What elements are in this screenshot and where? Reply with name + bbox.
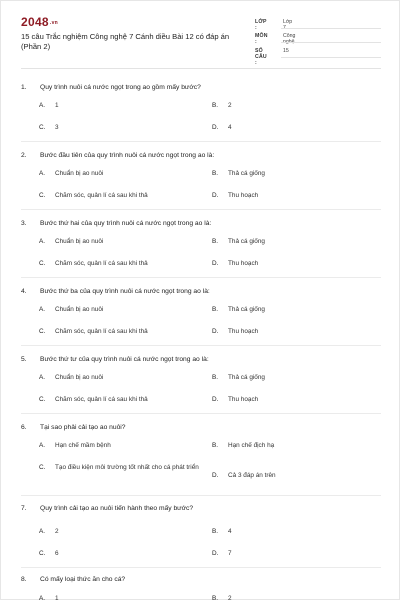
option-d[interactable] — [212, 396, 258, 403]
option-letter: B. — [212, 442, 219, 449]
question-label: Bước thứ hai của quy trình nuôi cá nước ngọt trong ao là: — [40, 220, 212, 227]
question-number: 7. — [21, 505, 27, 512]
option-letter: A. — [39, 528, 46, 535]
document-title: 15 câu Trắc nghiệm Công nghệ 7 Cánh diều Bài 12 có đáp án (Phần 2) — [21, 32, 230, 52]
option-c[interactable] — [39, 124, 59, 131]
meta-subject-value: Công nghệ — [283, 33, 296, 45]
option-text: Chăm sóc, quản lí cá sau khi thả — [55, 328, 148, 335]
option-text: Thả cá giống — [228, 374, 265, 381]
option-b[interactable] — [212, 238, 265, 245]
option-c[interactable] — [39, 463, 204, 473]
option-c[interactable] — [39, 260, 148, 267]
option-d[interactable] — [212, 260, 258, 267]
question-text — [21, 505, 193, 512]
option-a[interactable] — [39, 306, 103, 313]
question-label: Bước thứ ba của quy trình nuôi cá nước ngọt trong ao là: — [40, 288, 210, 295]
question-number: 1. — [21, 84, 27, 91]
option-letter: B. — [212, 374, 219, 381]
option-text: Chăm sóc, quản lí cá sau khi thả — [55, 260, 148, 267]
meta-subject-key: MÔN : — [255, 33, 268, 45]
option-letter: D. — [212, 472, 219, 479]
option-letter: A. — [39, 170, 46, 177]
meta-class-key: LỚP : — [255, 19, 267, 31]
option-d[interactable] — [212, 192, 258, 199]
option-d[interactable] — [212, 328, 258, 335]
option-a[interactable] — [39, 374, 103, 381]
option-text: 6 — [55, 550, 59, 557]
option-text: Thu hoạch — [228, 328, 259, 335]
question-number: 3. — [21, 220, 27, 227]
option-letter: B. — [212, 595, 219, 602]
option-b[interactable] — [212, 170, 265, 177]
option-d[interactable] — [212, 124, 232, 131]
option-text: 7 — [228, 550, 232, 557]
option-letter: B. — [212, 306, 219, 313]
option-text: Chuẩn bị ao nuôi — [55, 170, 104, 177]
question-label: Bước đầu tiên của quy trình nuôi cá nước ngọt trong ao là: — [40, 152, 215, 159]
option-b[interactable] — [212, 595, 232, 602]
option-text: 1 — [55, 595, 59, 602]
question-number: 5. — [21, 356, 27, 363]
option-letter: D. — [212, 124, 219, 131]
meta-underline — [281, 42, 381, 43]
meta-class-value: Lớp 7 — [283, 19, 293, 31]
question-label: Có mấy loại thức ăn cho cá? — [40, 576, 126, 583]
option-text: Thả cá giống — [228, 170, 265, 177]
option-letter: D. — [212, 328, 219, 335]
option-letter: A. — [39, 306, 46, 313]
option-letter: D. — [212, 260, 219, 267]
option-d[interactable] — [212, 472, 276, 479]
meta-count-key: SỐ CÂU : — [255, 48, 267, 66]
option-text: Chuẩn bị ao nuôi — [55, 306, 104, 313]
question-label: Tại sao phải cải tạo ao nuôi? — [40, 424, 126, 431]
option-letter: C. — [39, 396, 46, 403]
option-text: Chăm sóc, quản lí cá sau khi thả — [55, 396, 148, 403]
question-text — [21, 288, 210, 295]
option-text: Thả cá giống — [228, 238, 265, 245]
option-a[interactable] — [39, 170, 103, 177]
meta-count-value: 15 — [283, 48, 289, 54]
option-c[interactable] — [39, 550, 59, 557]
option-a[interactable] — [39, 595, 59, 602]
option-letter: C. — [39, 124, 46, 131]
option-c[interactable] — [39, 192, 148, 199]
option-c[interactable] — [39, 328, 148, 335]
logo-text: 2048 — [21, 15, 49, 29]
option-letter: A. — [39, 374, 46, 381]
option-text: Thả cá giống — [228, 306, 265, 313]
meta-underline — [281, 57, 381, 58]
option-text: 2 — [228, 102, 232, 109]
option-letter: B. — [212, 528, 219, 535]
option-text: Chuẩn bị ao nuôi — [55, 238, 104, 245]
option-b[interactable] — [212, 374, 265, 381]
option-text: Thu hoạch — [228, 260, 259, 267]
option-letter: C. — [39, 192, 46, 199]
option-letter: A. — [39, 442, 46, 449]
option-text: Thu hoạch — [228, 192, 259, 199]
question-label: Quy trình cải tạo ao nuôi tiến hành theo mấy bước? — [40, 505, 194, 512]
option-letter: D. — [212, 396, 219, 403]
question-separator — [21, 345, 381, 346]
option-d[interactable] — [212, 550, 232, 557]
option-letter: C. — [39, 260, 46, 267]
option-b[interactable] — [212, 442, 274, 449]
question-number: 8. — [21, 576, 27, 583]
option-a[interactable] — [39, 528, 59, 535]
option-letter: A. — [39, 595, 46, 602]
question-separator — [21, 495, 381, 496]
option-text: 2 — [55, 528, 59, 535]
question-text — [21, 356, 209, 363]
option-b[interactable] — [212, 528, 232, 535]
meta-underline — [281, 28, 381, 29]
option-letter: D. — [212, 192, 219, 199]
option-letter: A. — [39, 102, 46, 109]
option-letter: C. — [39, 463, 46, 471]
question-separator — [21, 413, 381, 414]
option-a[interactable] — [39, 442, 111, 449]
option-letter: B. — [212, 238, 219, 245]
option-text: Cả 3 đáp án trên — [228, 472, 276, 479]
question-separator — [21, 567, 381, 568]
question-number: 4. — [21, 288, 27, 295]
question-text — [21, 220, 211, 227]
option-letter: B. — [212, 170, 219, 177]
option-b[interactable] — [212, 102, 232, 109]
option-b[interactable] — [212, 306, 265, 313]
option-letter: A. — [39, 238, 46, 245]
question-number: 6. — [21, 424, 27, 431]
option-letter: D. — [212, 550, 219, 557]
header-divider — [21, 68, 381, 69]
option-text: 4 — [228, 528, 232, 535]
option-text: 4 — [228, 124, 232, 131]
question-text — [21, 152, 214, 159]
option-text: Chuẩn bị ao nuôi — [55, 374, 104, 381]
question-text — [21, 424, 126, 431]
site-logo[interactable] — [21, 15, 58, 29]
option-text: 3 — [55, 124, 59, 131]
option-text: Hạn chế mầm bệnh — [55, 442, 111, 449]
question-label: Quy trình nuôi cá nước ngọt trong ao gồm mấy bước? — [40, 84, 201, 91]
option-letter: C. — [39, 550, 46, 557]
logo-tld: .vn — [49, 19, 59, 26]
option-text: Chăm sóc, quản lí cá sau khi thả — [55, 192, 148, 199]
question-separator — [21, 141, 381, 142]
option-text: Tạo điều kiện môi trường tốt nhất cho cá phát triển — [55, 464, 199, 471]
option-letter: C. — [39, 328, 46, 335]
question-number: 2. — [21, 152, 27, 159]
option-letter: B. — [212, 102, 219, 109]
option-text: Thu hoạch — [228, 396, 259, 403]
question-separator — [21, 277, 381, 278]
option-a[interactable] — [39, 102, 59, 109]
option-a[interactable] — [39, 238, 103, 245]
question-separator — [21, 209, 381, 210]
question-text — [21, 84, 201, 91]
question-label: Bước thứ tư của quy trình nuôi cá nước ngọt trong ao là: — [40, 356, 209, 363]
option-text: 1 — [55, 102, 59, 109]
question-text — [21, 576, 125, 583]
option-c[interactable] — [39, 396, 148, 403]
option-text: Hạn chế địch hạ — [228, 442, 275, 449]
option-text: 2 — [228, 595, 232, 602]
